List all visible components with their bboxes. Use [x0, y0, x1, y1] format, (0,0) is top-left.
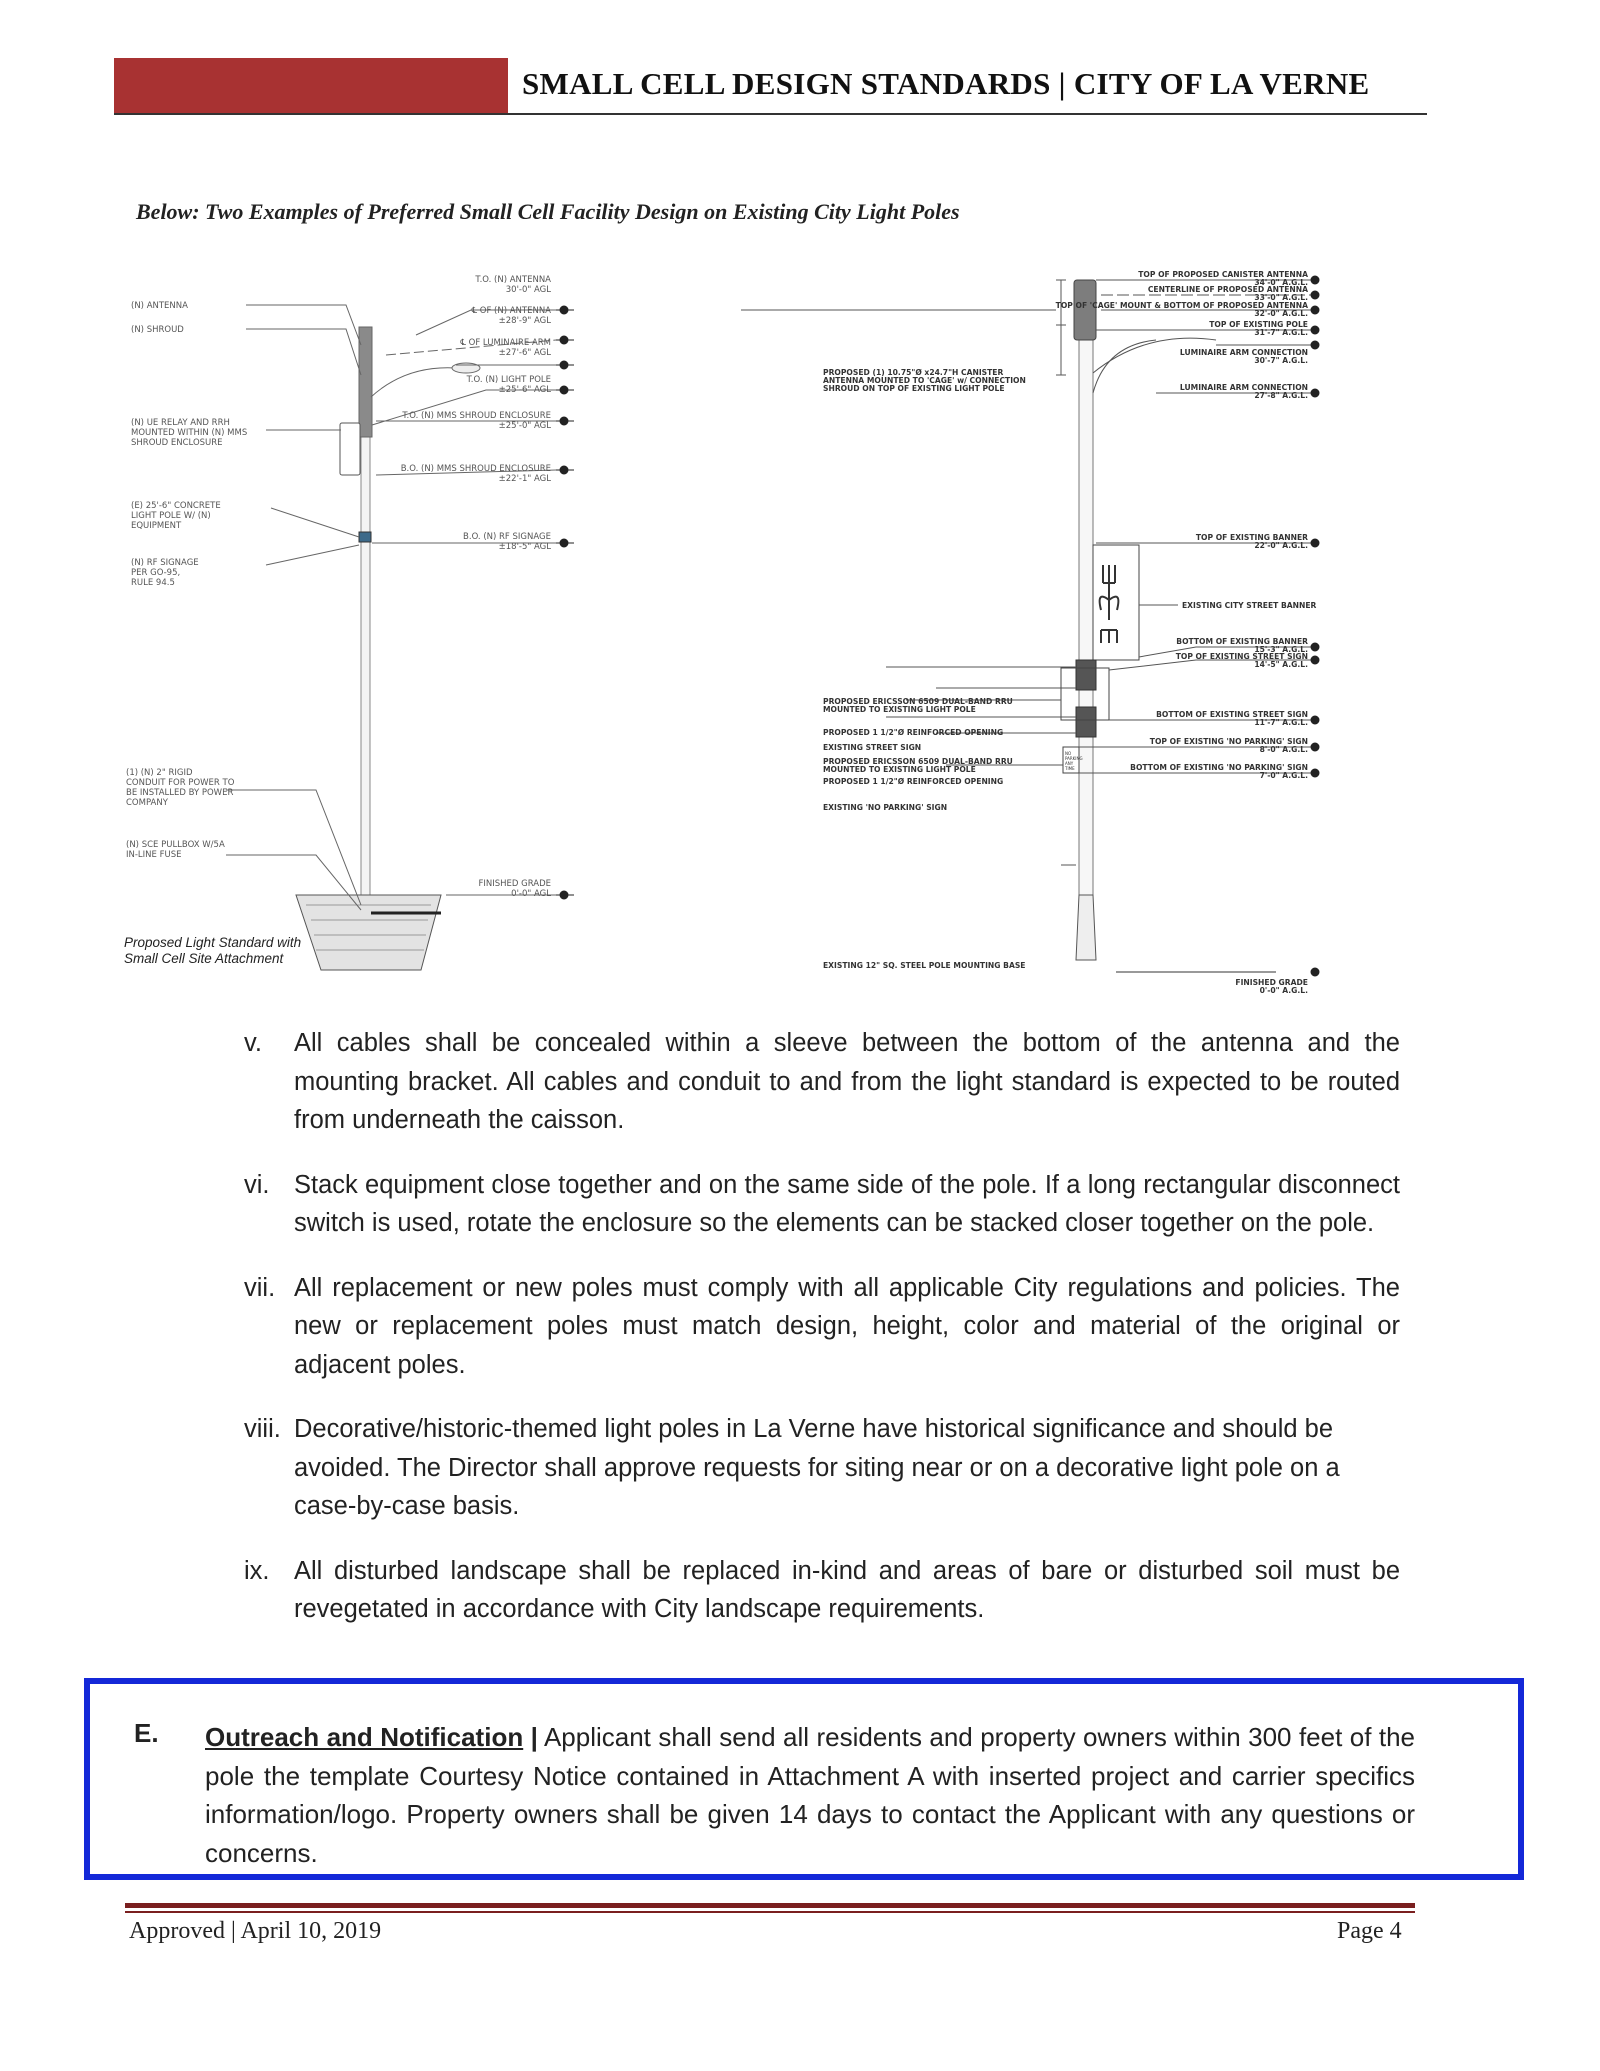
- svg-text:30'-7" A.G.L.: 30'-7" A.G.L.: [1254, 356, 1308, 365]
- list-item-number: v.: [244, 1029, 262, 1057]
- svg-text:(N) RF SIGNAGE: (N) RF SIGNAGE: [131, 558, 199, 568]
- right-canister-antenna: [1074, 280, 1096, 340]
- svg-text:T.O. (N) MMS SHROUD ENCLOSURE: T.O. (N) MMS SHROUD ENCLOSURE: [402, 411, 551, 421]
- svg-text:22'-0" A.G.L.: 22'-0" A.G.L.: [1254, 541, 1308, 550]
- svg-text:(1) (N) 2" RIGID: (1) (N) 2" RIGID: [126, 768, 193, 778]
- list-item-number: ix.: [244, 1556, 270, 1585]
- list-item: [244, 1410, 1400, 1526]
- list-item-number: vii.: [244, 1273, 276, 1302]
- label-antenna: (N) ANTENNA: [131, 301, 188, 311]
- svg-text:SHROUD ENCLOSURE: SHROUD ENCLOSURE: [131, 438, 223, 448]
- footer-rule-thick: [125, 1903, 1415, 1908]
- right-elevation-markers: [1311, 276, 1319, 976]
- svg-text:PROPOSED ERICSSON 6509 DUAL-BA: PROPOSED ERICSSON 6509 DUAL-BAND RRU: [823, 697, 1013, 706]
- list-item-number: viii.: [244, 1415, 281, 1443]
- svg-text:CONDUIT FOR POWER TO: CONDUIT FOR POWER TO: [126, 778, 235, 788]
- header-title: SMALL CELL DESIGN STANDARDS | CITY OF LA VERNE: [522, 66, 1370, 101]
- list-item-text: All disturbed landscape shall be replaced in-kind and areas of bare or disturbed soil must be revegetated in accordance with City landscape requirements.: [294, 1556, 1400, 1623]
- pole-diagrams: [116, 265, 1416, 1005]
- footer-page-number: Page 4: [1337, 1918, 1402, 1944]
- left-mms-enclosure: [340, 423, 360, 475]
- section-e-heading: Outreach and Notification: [205, 1722, 524, 1752]
- list-item-text: Decorative/historic-themed light poles in La Verne have historical significance and should be avoided. The Director shall approve requests for siting near or on a decorative light pole on a case-by-case basis.: [294, 1415, 1340, 1520]
- svg-text:LUMINAIRE ARM CONNECTION: LUMINAIRE ARM CONNECTION: [1179, 348, 1308, 357]
- right-rru-2: [1076, 707, 1096, 737]
- svg-text:TOP OF PROPOSED CANISTER ANTEN: TOP OF PROPOSED CANISTER ANTENNA: [1138, 270, 1308, 279]
- section-e-letter: E.: [134, 1718, 159, 1748]
- svg-text:℄ OF LUMINAIRE ARM: ℄ OF LUMINAIRE ARM: [460, 338, 551, 348]
- svg-text:(N) SCE PULLBOX W/5A: (N) SCE PULLBOX W/5A: [126, 840, 225, 850]
- left-luminaire-arm: [371, 368, 456, 397]
- svg-text:ANY: ANY: [1065, 761, 1074, 766]
- svg-text:14'-5" A.G.L.: 14'-5" A.G.L.: [1254, 660, 1308, 669]
- list-item: [244, 1552, 1400, 1629]
- svg-text:LUMINAIRE ARM CONNECTION: LUMINAIRE ARM CONNECTION: [1179, 383, 1308, 392]
- svg-text:MOUNTED TO EXISTING LIGHT POLE: MOUNTED TO EXISTING LIGHT POLE: [823, 765, 976, 774]
- svg-text:8'-0" A.G.L.: 8'-0" A.G.L.: [1259, 745, 1308, 754]
- figure-caption: Below: Two Examples of Preferred Small Cell Facility Design on Existing City Light Poles: [136, 199, 960, 224]
- right-pole: [1079, 330, 1093, 960]
- footer-rule-thin: [125, 1911, 1415, 1913]
- header-accent-bar: [114, 58, 508, 113]
- svg-text:RULE 94.5: RULE 94.5: [131, 578, 175, 588]
- svg-text:B.O. (N) MMS SHROUD ENCLOSURE: B.O. (N) MMS SHROUD ENCLOSURE: [400, 464, 551, 474]
- svg-text:PER GO-95,: PER GO-95,: [131, 568, 181, 578]
- section-e-text: Applicant shall send all residents and property owners within 300 feet of the pole the template Courtesy Notice contained in Attachment A with inserted project and carrier specifics information/logo. Property owners shall be given 14 days to contact the Applicant with any questions or concerns.: [205, 1722, 1415, 1868]
- svg-text:B.O. (N) RF SIGNAGE: B.O. (N) RF SIGNAGE: [463, 532, 551, 542]
- right-rru-1: [1076, 660, 1096, 690]
- list-item-text: Stack equipment close together and on the same side of the pole. If a long rectangular disconnect switch is used, rotate the enclosure so the elements can be stacked closer together on the pole.: [294, 1170, 1400, 1237]
- footer-approved-date: Approved | April 10, 2019: [129, 1918, 382, 1944]
- svg-text:COMPANY: COMPANY: [126, 798, 168, 808]
- svg-text:32'-0" A.G.L.: 32'-0" A.G.L.: [1254, 309, 1308, 318]
- svg-text:0'-0" A.G.L.: 0'-0" A.G.L.: [1259, 986, 1308, 995]
- svg-text:±28'-9" AGL: ±28'-9" AGL: [498, 316, 551, 326]
- svg-text:27'-8" A.G.L.: 27'-8" A.G.L.: [1254, 391, 1308, 400]
- svg-text:ANTENNA MOUNTED TO 'CAGE' w/ C: ANTENNA MOUNTED TO 'CAGE' w/ CONNECTION: [823, 376, 1026, 385]
- svg-text:EQUIPMENT: EQUIPMENT: [131, 521, 182, 531]
- svg-text:PROPOSED ERICSSON 6509 DUAL-BA: PROPOSED ERICSSON 6509 DUAL-BAND RRU: [823, 757, 1013, 766]
- svg-text:BOTTOM OF EXISTING STREET SIGN: BOTTOM OF EXISTING STREET SIGN: [1156, 710, 1308, 719]
- svg-text:FINISHED GRADE: FINISHED GRADE: [478, 879, 551, 889]
- svg-text:TIME: TIME: [1065, 766, 1075, 771]
- left-rf-signage: [359, 532, 371, 542]
- svg-text:7'-0" A.G.L.: 7'-0" A.G.L.: [1259, 771, 1308, 780]
- svg-text:BOTTOM OF EXISTING 'NO PARKING: BOTTOM OF EXISTING 'NO PARKING' SIGN: [1130, 763, 1308, 772]
- left-diagram-caption-1: Proposed Light Standard with: [124, 935, 302, 950]
- svg-text:(N) UE RELAY AND RRH: (N) UE RELAY AND RRH: [131, 418, 230, 428]
- svg-text:TOP OF EXISTING POLE: TOP OF EXISTING POLE: [1209, 320, 1308, 329]
- svg-text:±25'-0" AGL: ±25'-0" AGL: [498, 421, 551, 431]
- svg-text:±27'-6" AGL: ±27'-6" AGL: [498, 348, 551, 358]
- left-pole-diagram: [226, 305, 556, 970]
- svg-text:T.O. (N) ANTENNA: T.O. (N) ANTENNA: [475, 275, 551, 285]
- svg-text:EXISTING CITY STREET BANNER: EXISTING CITY STREET BANNER: [1182, 601, 1317, 610]
- section-e-highlight-box: [84, 1678, 1524, 1880]
- standards-list: [244, 1024, 1400, 1655]
- svg-text:SHROUD ON TOP OF EXISTING LIGH: SHROUD ON TOP OF EXISTING LIGHT POLE: [823, 384, 1005, 393]
- svg-text:LIGHT POLE W/ (N): LIGHT POLE W/ (N): [131, 511, 211, 521]
- svg-text:℄ OF (N) ANTENNA: ℄ OF (N) ANTENNA: [471, 306, 551, 316]
- list-item: [244, 1269, 1400, 1385]
- svg-text:15'-3" A.G.L.: 15'-3" A.G.L.: [1254, 645, 1308, 654]
- left-elevation-markers: [556, 306, 574, 899]
- section-e-body: [205, 1718, 1415, 1872]
- svg-text:33'-0" A.G.L.: 33'-0" A.G.L.: [1254, 293, 1308, 302]
- svg-text:30'-0" AGL: 30'-0" AGL: [505, 285, 551, 295]
- list-item: [244, 1024, 1400, 1140]
- svg-text:MOUNTED TO EXISTING LIGHT POLE: MOUNTED TO EXISTING LIGHT POLE: [823, 705, 976, 714]
- label-shroud: (N) SHROUD: [131, 325, 184, 335]
- svg-text:±18'-5" AGL: ±18'-5" AGL: [498, 542, 551, 552]
- svg-text:NO: NO: [1065, 751, 1072, 756]
- svg-text:EXISTING 'NO PARKING' SIGN: EXISTING 'NO PARKING' SIGN: [823, 803, 948, 812]
- svg-text:0'-0" AGL: 0'-0" AGL: [511, 889, 551, 899]
- left-foundation: [296, 895, 441, 970]
- list-item-text: All replacement or new poles must comply with all applicable City regulations and policies. The new or replacement poles must match design, height, color and material of the original or adjacent poles.: [294, 1273, 1400, 1379]
- right-labels: [823, 270, 1317, 995]
- section-e-separator: |: [530, 1722, 538, 1752]
- left-diagram-caption-2: Small Cell Site Attachment: [124, 951, 284, 966]
- svg-text:±22'-1" AGL: ±22'-1" AGL: [498, 474, 551, 484]
- svg-text:PROPOSED 1 1/2"Ø REINFORCED OP: PROPOSED 1 1/2"Ø REINFORCED OPENING: [823, 777, 1004, 786]
- svg-text:31'-7" A.G.L.: 31'-7" A.G.L.: [1254, 328, 1308, 337]
- svg-text:T.O. (N) LIGHT POLE: T.O. (N) LIGHT POLE: [466, 375, 551, 385]
- left-labels: [124, 275, 551, 966]
- right-mounting-base: [1076, 895, 1096, 960]
- list-item: [244, 1166, 1400, 1243]
- svg-text:EXISTING 12" SQ. STEEL POLE MO: EXISTING 12" SQ. STEEL POLE MOUNTING BASE: [823, 961, 1026, 970]
- svg-text:PROPOSED (1) 10.75"Ø x24.7"H C: PROPOSED (1) 10.75"Ø x24.7"H CANISTER: [823, 368, 1004, 377]
- svg-text:PROPOSED 1 1/2"Ø REINFORCED OP: PROPOSED 1 1/2"Ø REINFORCED OPENING: [823, 728, 1004, 737]
- svg-text:34'-0" A.G.L.: 34'-0" A.G.L.: [1254, 278, 1308, 287]
- svg-text:BE INSTALLED BY POWER: BE INSTALLED BY POWER: [126, 788, 234, 798]
- svg-text:TOP OF EXISTING STREET SIGN: TOP OF EXISTING STREET SIGN: [1175, 652, 1308, 661]
- list-item-number: vi.: [244, 1170, 270, 1199]
- svg-text:(E) 25'-6" CONCRETE: (E) 25'-6" CONCRETE: [131, 501, 221, 511]
- svg-text:EXISTING STREET SIGN: EXISTING STREET SIGN: [823, 743, 922, 752]
- svg-text:TOP OF EXISTING 'NO PARKING' S: TOP OF EXISTING 'NO PARKING' SIGN: [1149, 737, 1308, 746]
- svg-text:CENTERLINE OF PROPOSED ANTENNA: CENTERLINE OF PROPOSED ANTENNA: [1147, 285, 1308, 294]
- header-rule: [114, 113, 1427, 115]
- svg-text:PARKING: PARKING: [1065, 756, 1083, 761]
- svg-text:IN-LINE FUSE: IN-LINE FUSE: [126, 850, 182, 860]
- svg-text:TOP OF EXISTING BANNER: TOP OF EXISTING BANNER: [1195, 533, 1308, 542]
- svg-text:MOUNTED WITHIN (N) MMS: MOUNTED WITHIN (N) MMS: [131, 428, 248, 438]
- list-item-text: All cables shall be concealed within a sleeve between the bottom of the antenna and the mounting bracket. All cables and conduit to and from the light standard is expected to be routed from underneath the caisson.: [294, 1029, 1400, 1134]
- svg-text:TOP OF 'CAGE' MOUNT & BOTTOM O: TOP OF 'CAGE' MOUNT & BOTTOM OF PROPOSED ANTENNA: [1055, 301, 1308, 310]
- svg-text:FINISHED GRADE: FINISHED GRADE: [1235, 978, 1308, 987]
- svg-text:±25'-6" AGL: ±25'-6" AGL: [498, 385, 551, 395]
- pole-diagrams-svg: [116, 265, 1416, 1005]
- svg-text:11'-7" A.G.L.: 11'-7" A.G.L.: [1254, 718, 1308, 727]
- svg-text:BOTTOM OF EXISTING BANNER: BOTTOM OF EXISTING BANNER: [1176, 637, 1308, 646]
